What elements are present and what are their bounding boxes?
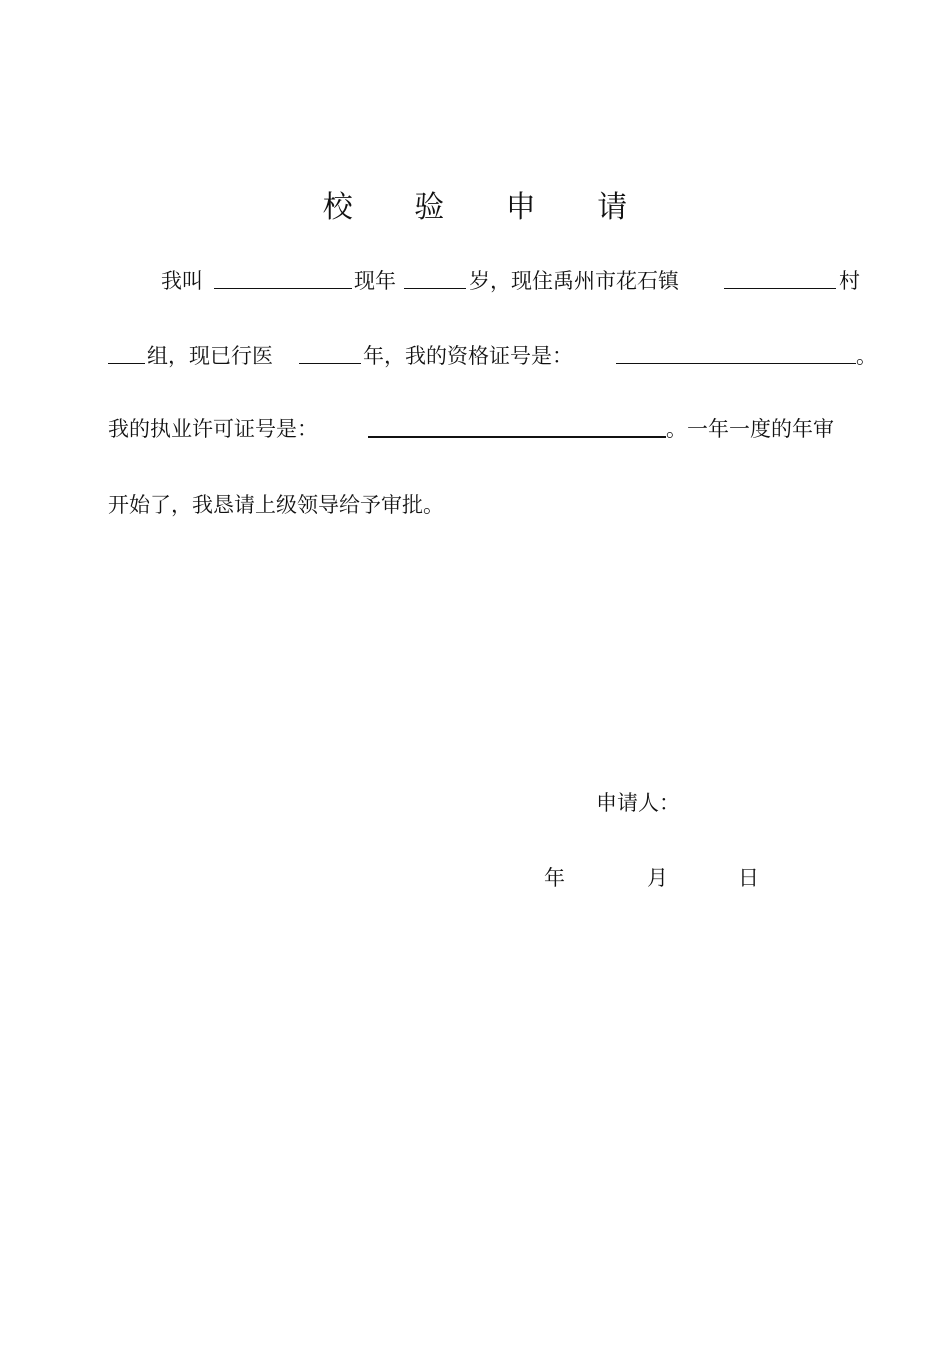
group-field[interactable]: [108, 341, 145, 364]
text-practice-prefix: 组，现已行医: [147, 344, 273, 368]
paragraph-line-1: [108, 266, 868, 296]
practice-years-field[interactable]: [299, 341, 361, 364]
text-request-approval: 开始了，我恳请上级领导给予审批。: [108, 493, 444, 517]
applicant-label: 申请人：: [596, 791, 680, 815]
name-field[interactable]: [214, 266, 352, 289]
village-field[interactable]: [724, 266, 836, 289]
qualification-number-field[interactable]: [616, 341, 856, 364]
day-label: 日: [738, 866, 759, 890]
paragraph-line-2: [108, 341, 878, 371]
age-field[interactable]: [404, 266, 466, 289]
license-number-field[interactable]: [368, 414, 666, 438]
text-age-prefix: 现年: [354, 269, 396, 293]
text-line2-end: 。: [856, 344, 877, 368]
text-name-prefix: 我叫: [161, 269, 203, 293]
text-qualification-prefix: 年，我的资格证号是：: [363, 344, 573, 368]
year-label: 年: [544, 866, 565, 890]
text-village-suffix: 村: [839, 269, 860, 293]
text-address-prefix: 岁，现住禹州市花石镇: [469, 269, 679, 293]
document-title: 校 验 申 请: [322, 190, 654, 225]
paragraph-line-3: [108, 414, 868, 444]
month-label: 月: [647, 866, 668, 890]
text-license-prefix: 我的执业许可证号是：: [108, 417, 318, 441]
text-annual-review: 。一年一度的年审: [666, 417, 834, 441]
paragraph-line-4: [108, 490, 868, 520]
